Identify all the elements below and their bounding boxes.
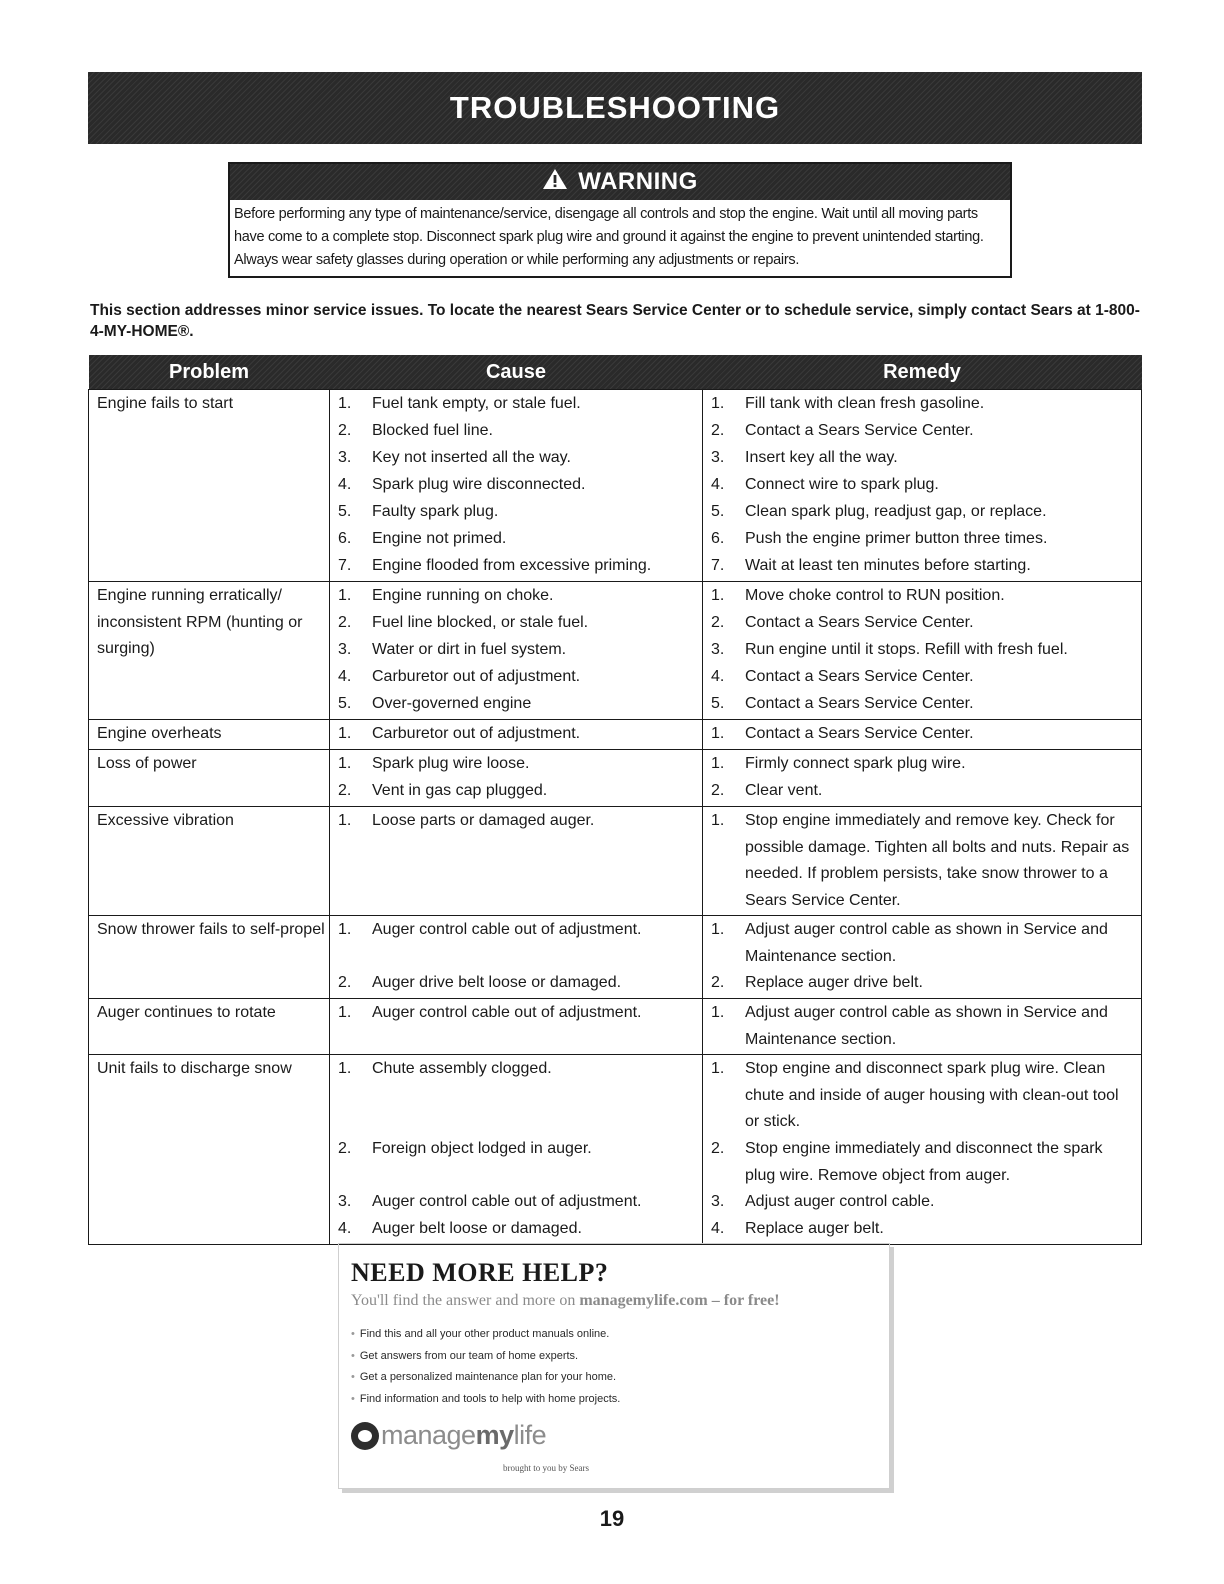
cause-list (338, 1000, 698, 1053)
remedy-list (711, 917, 1137, 997)
remedy-item (711, 721, 1137, 748)
item-number: 2. (338, 1140, 352, 1157)
cause-text: Loose parts or damaged auger. (372, 812, 595, 829)
item-number: 1. (711, 1060, 725, 1077)
logo-text: managemylife (381, 1420, 547, 1450)
remedy-text: Stop engine and disconnect spark plug wire. Clean chute and inside of auger housing with clean-out tool or stick. (745, 1060, 1119, 1130)
warning-triangle-icon (542, 168, 568, 197)
remedy-text: Contact a Sears Service Center. (745, 725, 974, 742)
item-number: 1. (711, 395, 725, 412)
remedy-item (711, 391, 1137, 418)
cause-text: Spark plug wire loose. (372, 755, 530, 772)
item-number: 3. (338, 1193, 352, 1210)
cause-text: Carburetor out of adjustment. (372, 725, 581, 742)
remedy-text: Firmly connect spark plug wire. (745, 755, 966, 772)
cause-cell (330, 1055, 703, 1245)
item-number: 2. (711, 614, 725, 631)
table-row (89, 807, 1142, 916)
cause-text: Spark plug wire disconnected. (372, 476, 586, 493)
cause-item (338, 721, 698, 748)
remedy-text: Connect wire to spark plug. (745, 476, 939, 493)
item-number: 5. (338, 695, 352, 712)
item-number: 1. (338, 725, 352, 742)
remedy-text: Contact a Sears Service Center. (745, 614, 974, 631)
list-item: • Find this and all your other product manuals online. (351, 1324, 877, 1346)
cause-item (338, 445, 698, 472)
cause-item (338, 664, 698, 691)
remedy-text: Adjust auger control cable. (745, 1193, 935, 1210)
item-number: 2. (711, 782, 725, 799)
cause-item (338, 583, 698, 610)
item-number: 1. (338, 395, 352, 412)
cause-item (338, 499, 698, 526)
cause-text: Over-governed engine (372, 695, 532, 712)
remedy-item (711, 472, 1137, 499)
cause-text: Auger control cable out of adjustment. (372, 921, 642, 938)
cause-list (338, 583, 698, 718)
item-number: 1. (711, 812, 725, 829)
cause-item (338, 1056, 698, 1136)
remedy-text: Fill tank with clean fresh gasoline. (745, 395, 985, 412)
remedy-text: Adjust auger control cable as shown in Service and Maintenance section. (745, 921, 1108, 965)
cause-cell (330, 390, 703, 582)
remedy-text: Push the engine primer button three times. (745, 530, 1048, 547)
page-number: 19 (599, 1506, 625, 1531)
remedy-text: Adjust auger control cable as shown in Service and Maintenance section. (745, 1004, 1108, 1048)
cause-list (338, 391, 698, 580)
item-number: 6. (711, 530, 725, 547)
remedy-item (711, 418, 1137, 445)
item-number: 4. (711, 668, 725, 685)
warning-box (228, 162, 1012, 278)
item-number: 3. (338, 641, 352, 658)
item-number: 2. (711, 974, 725, 991)
cause-text: Carburetor out of adjustment. (372, 668, 581, 685)
item-number: 4. (338, 668, 352, 685)
list-item: • Get answers from our team of home experts. (351, 1346, 877, 1368)
remedy-item (711, 445, 1137, 472)
column-header-cause: Cause (485, 360, 547, 383)
cause-cell (330, 807, 703, 916)
cause-item (338, 691, 698, 718)
table-row (89, 390, 1142, 582)
remedy-cell (703, 720, 1142, 750)
remedy-text: Stop engine immediately and remove key. Check for possible damage. Tighten all bolts and nuts. Repair as needed. If problem persists, take snow thrower to a Sears Service Center. (745, 812, 1130, 909)
item-number: 3. (711, 641, 725, 658)
logo-mark-icon (351, 1422, 379, 1450)
item-number: 2. (338, 974, 352, 991)
page-title: TROUBLESHOOTING (449, 90, 781, 125)
cause-item (338, 751, 698, 778)
problem-cell: Excessive vibration (89, 807, 330, 916)
item-number: 4. (711, 476, 725, 493)
cause-list (338, 1056, 698, 1243)
remedy-text: Contact a Sears Service Center. (745, 695, 974, 712)
table-row (89, 916, 1142, 999)
remedy-list (711, 1056, 1137, 1243)
problem-cell: Loss of power (89, 750, 330, 807)
cause-item (338, 472, 698, 499)
item-number: 7. (338, 557, 352, 574)
cause-text: Blocked fuel line. (372, 422, 493, 439)
cause-text: Key not inserted all the way. (372, 449, 571, 466)
cause-text: Chute assembly clogged. (372, 1060, 552, 1077)
cause-list (338, 721, 698, 748)
item-number: 7. (711, 557, 725, 574)
cause-text: Auger belt loose or damaged. (372, 1220, 582, 1237)
managemylife-logo (351, 1420, 877, 1451)
remedy-text: Run engine until it stops. Refill with fresh fuel. (745, 641, 1068, 658)
item-number: 1. (711, 1004, 725, 1021)
remedy-item (711, 610, 1137, 637)
cause-list (338, 751, 698, 805)
item-number: 2. (338, 422, 352, 439)
help-title: NEED MORE HELP? (351, 1258, 609, 1287)
item-number: 3. (711, 449, 725, 466)
cause-cell (330, 720, 703, 750)
remedy-item (711, 778, 1137, 805)
item-number: 1. (711, 755, 725, 772)
item-number: 5. (338, 503, 352, 520)
remedy-list (711, 721, 1137, 748)
remedy-list (711, 391, 1137, 580)
cause-item (338, 1000, 698, 1053)
item-number: 3. (711, 1193, 725, 1210)
problem-cell: Engine running erratically/ inconsistent RPM (hunting or surging) (89, 582, 330, 720)
cause-list (338, 808, 698, 914)
brought-by-text: brought to you by Sears (503, 1463, 589, 1473)
item-number: 1. (338, 1004, 352, 1021)
troubleshooting-table (88, 355, 1142, 1245)
cause-text: Fuel line blocked, or stale fuel. (372, 614, 589, 631)
remedy-text: Insert key all the way. (745, 449, 898, 466)
item-number: 4. (338, 1220, 352, 1237)
problem-cell: Engine fails to start (89, 390, 330, 582)
cause-item (338, 553, 698, 580)
item-number: 2. (711, 422, 725, 439)
item-number: 1. (711, 725, 725, 742)
remedy-item (711, 808, 1137, 914)
item-number: 1. (338, 587, 352, 604)
page-title-banner (88, 72, 1142, 144)
cause-text: Foreign object lodged in auger. (372, 1140, 592, 1157)
cause-list (338, 917, 698, 997)
remedy-item (711, 970, 1137, 997)
cause-text: Engine flooded from excessive priming. (372, 557, 652, 574)
remedy-item (711, 1000, 1137, 1053)
item-number: 4. (338, 476, 352, 493)
cause-text: Vent in gas cap plugged. (372, 782, 548, 799)
column-header-problem: Problem (168, 360, 250, 383)
problem-cell: Engine overheats (89, 720, 330, 750)
cause-item (338, 610, 698, 637)
item-number: 1. (338, 812, 352, 829)
remedy-cell (703, 390, 1142, 582)
item-number: 1. (711, 921, 725, 938)
cause-item (338, 778, 698, 805)
remedy-text: Stop engine immediately and disconnect the spark plug wire. Remove object from auger. (745, 1140, 1103, 1184)
remedy-list (711, 808, 1137, 914)
remedy-text: Wait at least ten minutes before starting. (745, 557, 1031, 574)
item-number: 2. (338, 614, 352, 631)
table-row (89, 582, 1142, 720)
remedy-item (711, 1216, 1137, 1243)
cause-text: Auger drive belt loose or damaged. (372, 974, 622, 991)
remedy-cell (703, 582, 1142, 720)
cause-text: Auger control cable out of adjustment. (372, 1004, 642, 1021)
warning-title: WARNING (578, 168, 698, 195)
table-row (89, 999, 1142, 1055)
item-number: 1. (711, 587, 725, 604)
cause-item (338, 970, 698, 997)
remedy-item (711, 1136, 1137, 1189)
remedy-text: Replace auger belt. (745, 1220, 884, 1237)
problem-cell: Unit fails to discharge snow (89, 1055, 330, 1245)
help-subtitle (351, 1292, 877, 1310)
cause-item (338, 526, 698, 553)
remedy-item (711, 1056, 1137, 1136)
warning-header (230, 164, 1010, 200)
remedy-text: Move choke control to RUN position. (745, 587, 1005, 604)
remedy-cell (703, 1055, 1142, 1245)
table-row (89, 720, 1142, 750)
cause-text: Auger control cable out of adjustment. (372, 1193, 642, 1210)
remedy-cell (703, 750, 1142, 807)
remedy-text: Replace auger drive belt. (745, 974, 923, 991)
table-row (89, 750, 1142, 807)
item-number: 3. (338, 449, 352, 466)
cause-text: Fuel tank empty, or stale fuel. (372, 395, 581, 412)
cause-item (338, 391, 698, 418)
table-body (89, 390, 1142, 1245)
remedy-list (711, 583, 1137, 718)
item-number: 1. (338, 1060, 352, 1077)
table-header-row (89, 355, 1142, 390)
remedy-item (711, 499, 1137, 526)
remedy-list (711, 751, 1137, 805)
cause-cell (330, 750, 703, 807)
remedy-cell (703, 807, 1142, 916)
item-number: 4. (711, 1220, 725, 1237)
cause-item (338, 1189, 698, 1216)
item-number: 1. (338, 755, 352, 772)
item-number: 2. (711, 1140, 725, 1157)
list-item: • Find information and tools to help with home projects. (351, 1389, 877, 1411)
remedy-item (711, 917, 1137, 970)
remedy-list (711, 1000, 1137, 1053)
item-number: 2. (338, 782, 352, 799)
remedy-text: Clear vent. (745, 782, 823, 799)
cause-text: Engine running on choke. (372, 587, 554, 604)
help-subtitle-text: You'll find the answer and more on (351, 1292, 580, 1309)
remedy-item (711, 751, 1137, 778)
cause-item (338, 637, 698, 664)
problem-cell: Snow thrower fails to self-propel (89, 916, 330, 999)
item-number: 1. (338, 921, 352, 938)
remedy-item (711, 637, 1137, 664)
cause-item (338, 1136, 698, 1189)
remedy-item (711, 526, 1137, 553)
remedy-item (711, 691, 1137, 718)
warning-text: Before performing any type of maintenance/service, disengage all controls and stop the engine. Wait until all moving parts have come to a complete stop. Disconnect spark plug wire and ground it against the engine to prevent unintended starting. Always wear safety glasses during operation or while performing any adjustments or repairs. (234, 206, 984, 268)
cause-text: Faulty spark plug. (372, 503, 499, 520)
remedy-cell (703, 999, 1142, 1055)
cause-cell (330, 999, 703, 1055)
item-number: 5. (711, 503, 725, 520)
cause-text: Engine not primed. (372, 530, 507, 547)
remedy-text: Clean spark plug, readjust gap, or replace. (745, 503, 1047, 520)
remedy-item (711, 664, 1137, 691)
cause-cell (330, 916, 703, 999)
cause-item (338, 808, 698, 914)
need-more-help-box (338, 1243, 890, 1489)
remedy-item (711, 583, 1137, 610)
cause-text: Water or dirt in fuel system. (372, 641, 567, 658)
item-number: 6. (338, 530, 352, 547)
cause-item (338, 1216, 698, 1243)
list-item: • Get a personalized maintenance plan for your home. (351, 1367, 877, 1389)
column-header-remedy: Remedy (883, 360, 961, 383)
table-row (89, 1055, 1142, 1245)
cause-item (338, 418, 698, 445)
intro-text: This section addresses minor service issues. To locate the nearest Sears Service Center or to schedule service, simply contact Sears at 1-800-4-MY-HOME®. (90, 302, 1140, 340)
problem-cell: Auger continues to rotate (89, 999, 330, 1055)
cause-cell (330, 582, 703, 720)
remedy-item (711, 1189, 1137, 1216)
remedy-cell (703, 916, 1142, 999)
remedy-text: Contact a Sears Service Center. (745, 422, 974, 439)
help-site-link[interactable]: managemylife.com – for free! (579, 1292, 780, 1309)
remedy-text: Contact a Sears Service Center. (745, 668, 974, 685)
help-list (351, 1324, 877, 1410)
item-number: 5. (711, 695, 725, 712)
cause-item (338, 917, 698, 970)
remedy-item (711, 553, 1137, 580)
